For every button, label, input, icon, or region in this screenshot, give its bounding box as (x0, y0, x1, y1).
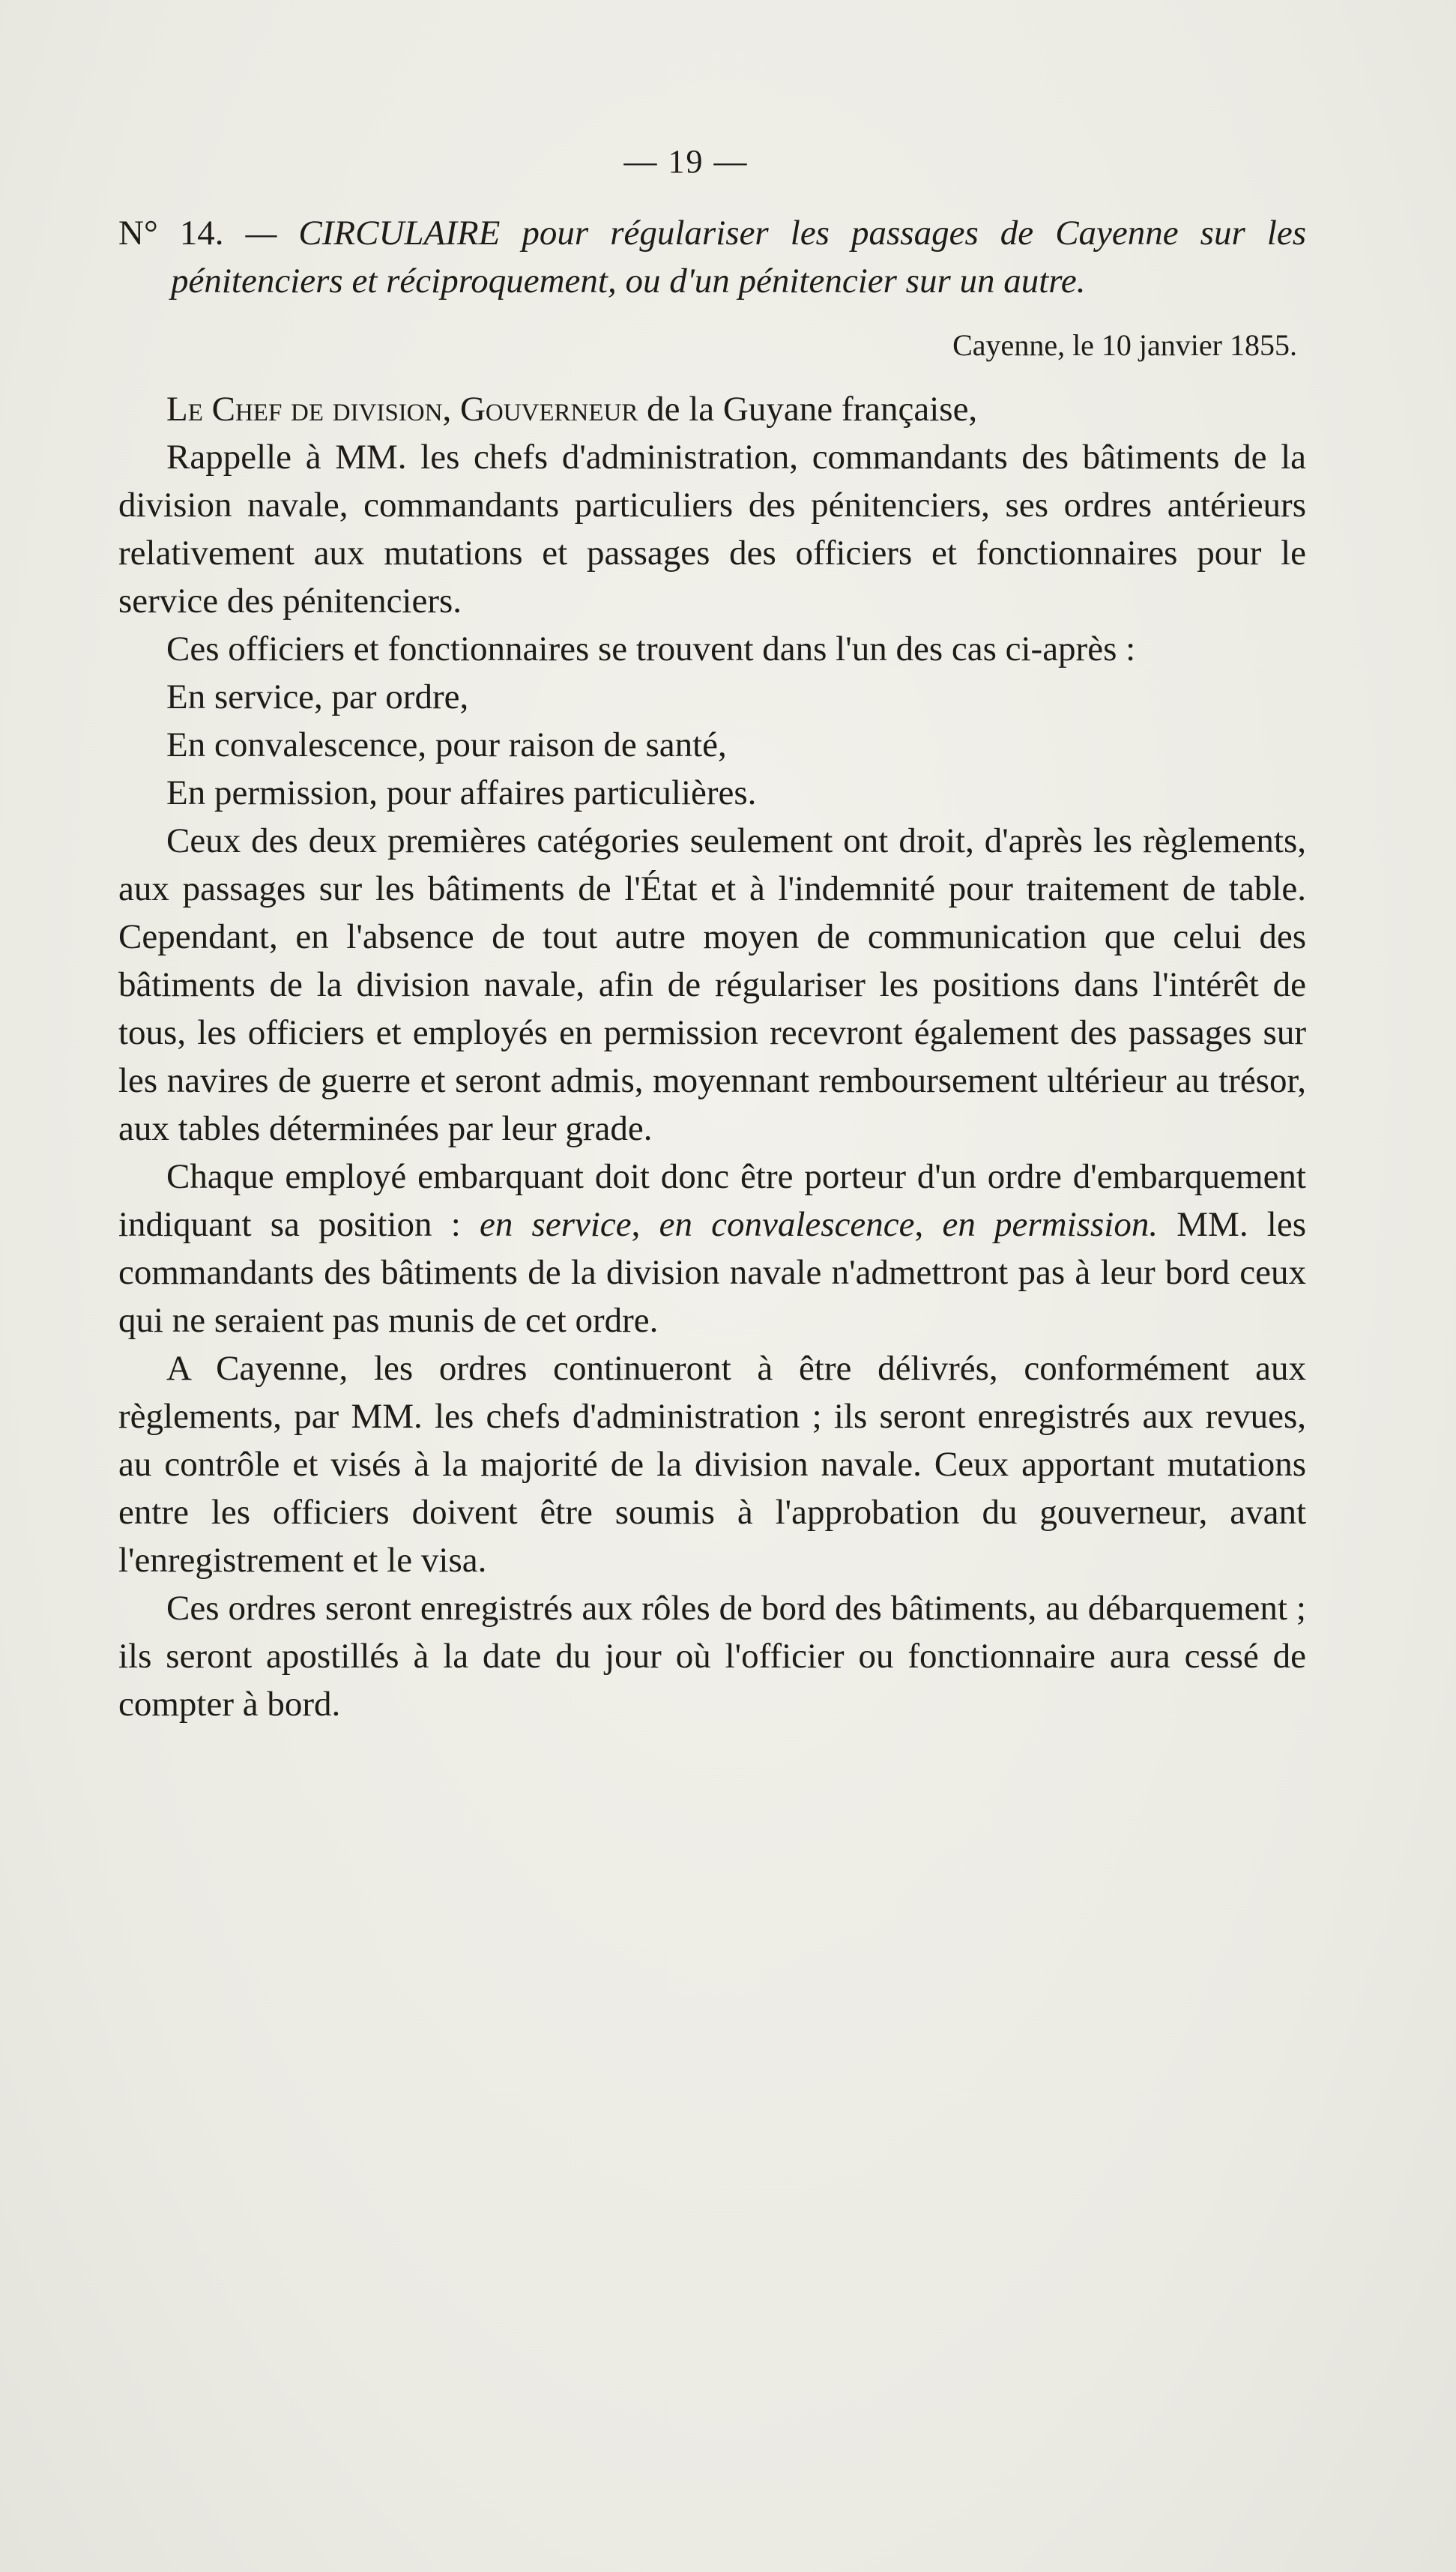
paragraph-cases: Ces officiers et fonctionnaires se trouvent dans l'un des cas ci-après : (166, 630, 1136, 668)
page-content (118, 142, 1306, 1728)
dateline: Cayenne, le 10 janvier 1855. (952, 328, 1297, 362)
paragraph-registration: Ces ordres seront enregistrés aux rôles de bord des bâtiments, au débarquement ; ils seront apostillés à la date du jour où l'officier ou fonctionnaire aura cessé de compter à bord. (118, 1589, 1306, 1724)
case-convalescence: En convalescence, pour raison de santé, (166, 725, 727, 764)
paragraph-order (118, 1153, 1306, 1344)
page-number: — 19 — (623, 143, 749, 180)
term-en-permission: en permission. (942, 1205, 1159, 1244)
paragraph-cayenne: A Cayenne, les ordres continueront à être délivrés, conformément aux règlements, par MM. les chefs d'administration ; ils seront enregistrés aux revues, au contrôle et visés à la majorité de la division navale. Ceux apportant mutations entre les officiers doivent être soumis à l'approbation du gouverneur, avant l'enregistrement et le visa. (118, 1349, 1306, 1580)
paragraph-addressor (118, 385, 1306, 433)
heading-dash: — (223, 214, 299, 253)
term-en-service: en service (479, 1205, 632, 1244)
circular-title: CIRCULAIRE pour régulariser les passages de Cayenne sur les pénitenciers et réciproquement, ou d'un pénitencier sur un autre. (171, 214, 1306, 301)
title-chef-de-division: Le Chef de division (166, 390, 443, 429)
paragraph-recall: Rappelle à MM. les chefs d'administration, commandants des bâtiments de la division navale, commandants particuliers des pénitenciers, ses ordres antérieurs relativement aux mutations et passages des officiers et fonctionnaires pour le service des pénitenciers. (118, 438, 1306, 621)
order-text-b: MM. les commandants des bâtiments de la division navale n'admettront pas à leur bord ceux qui ne seraient pas munis de cet ordre. (118, 1205, 1307, 1340)
case-service: En service, par ordre, (166, 677, 469, 716)
title-gouverneur: Gouverneur (459, 390, 638, 429)
paragraph-rights: Ceux des deux premières catégories seulement ont droit, d'après les règlements, aux passages sur les bâtiments de l'État et à l'indemnité pour traitement de table. Cependant, en l'absence de tout autre moyen de communication que celui des bâtiments de la division navale, afin de régulariser les positions dans l'intérêt de tous, les officiers et employés en permission recevront également des passages sur les navires de guerre et seront admis, moyennant remboursement ultérieur au trésor, aux tables déterminées par leur grade. (118, 821, 1306, 1148)
case-permission: En permission, pour affaires particulières. (166, 773, 757, 812)
circular-heading (118, 209, 1306, 305)
term-en-convalescence: en convalescence (659, 1205, 915, 1244)
addressor-rest: de la Guyane française, (638, 390, 978, 429)
body-text (118, 385, 1306, 1728)
punctuation: , (442, 390, 460, 429)
circular-number: N° 14. (118, 214, 224, 253)
punctuation: , (631, 1205, 659, 1244)
punctuation: , (914, 1205, 943, 1244)
order-text-a: Chaque employé embarquant doit donc être porteur d'un ordre d'embarquement indiquant sa position : (118, 1157, 1306, 1244)
